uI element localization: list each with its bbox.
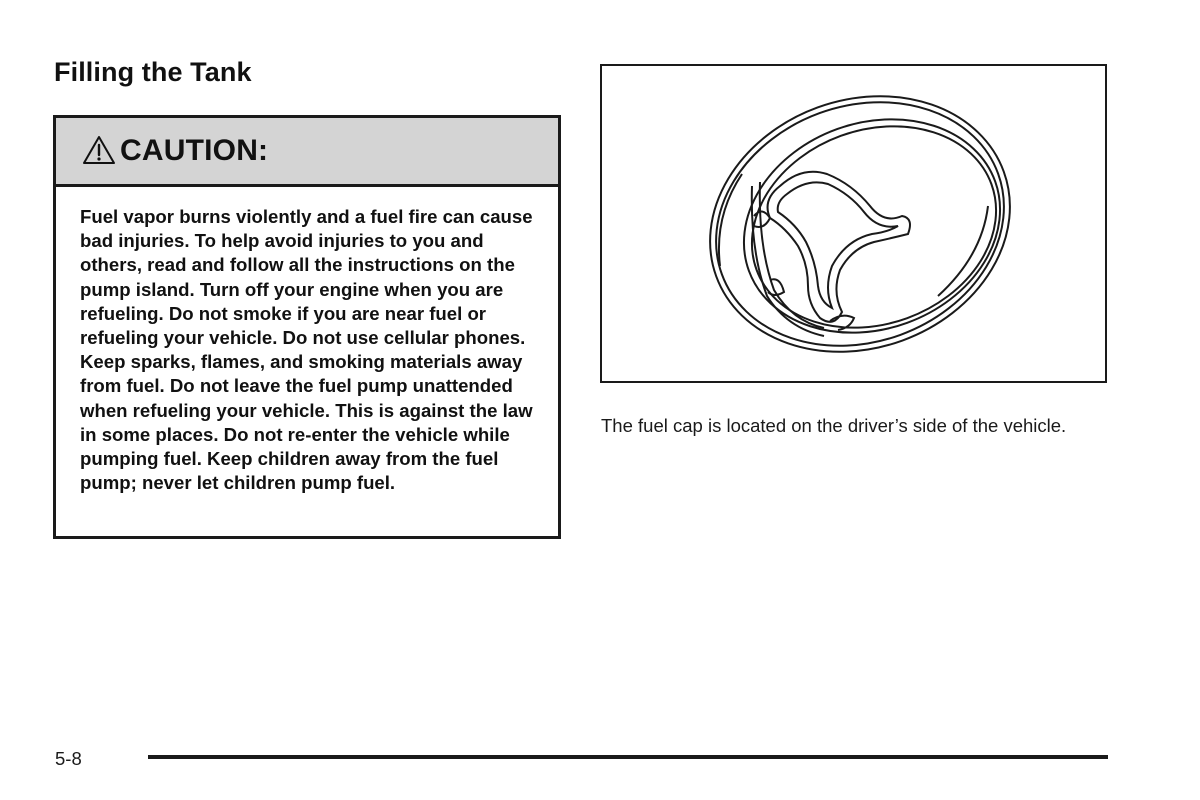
caution-box	[53, 115, 561, 539]
warning-triangle-icon	[82, 135, 116, 165]
fuel-cap-icon	[602, 66, 1105, 381]
caution-header	[56, 118, 558, 187]
fuel-cap-figure	[600, 64, 1107, 383]
page-title: Filling the Tank	[54, 57, 252, 87]
page-number: 5-8	[55, 748, 82, 769]
caution-title: CAUTION:	[120, 134, 269, 167]
caution-text: Fuel vapor burns violently and a fuel fire can cause bad injuries. To help avoid injuries to you and others, read and follow all the instructions on the pump island. Turn off your engine when you are refueling. Do not smoke if you are near fuel or refueling your vehicle. Do not use cellular phones. Keep sparks, flames, and smoking materials away from fuel. Do not leave the fuel pump unattended when refueling your vehicle. This is against the law in some places. Do not re-enter the vehicle while pumping fuel. Keep children away from the fuel pump; never let children pump fuel.	[80, 206, 533, 494]
figure-caption: The fuel cap is located on the driver’s side of the vehicle.	[601, 415, 1067, 436]
footer-rule	[148, 755, 1108, 759]
